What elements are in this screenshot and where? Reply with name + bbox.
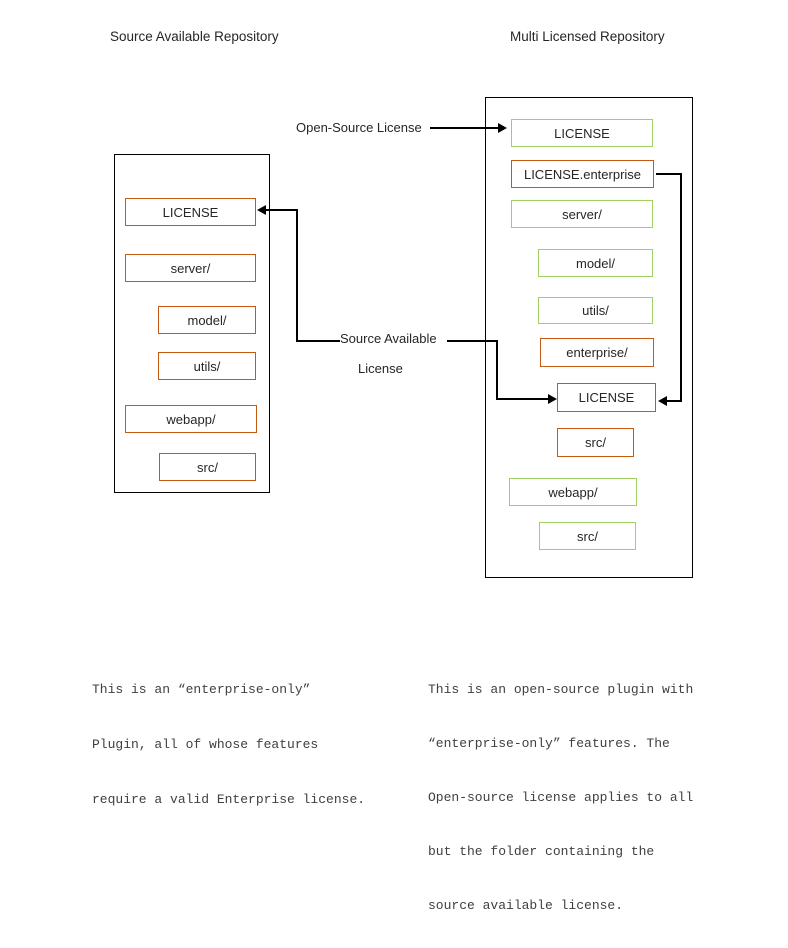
left-repo-item-webapp: webapp/: [125, 405, 257, 433]
left-repo-item-utils: utils/: [158, 352, 256, 380]
source-available-connector-seg4: [447, 340, 498, 342]
right-repo-item-server: server/: [511, 200, 653, 228]
left-note-line1: This is an “enterprise-only”: [92, 682, 311, 697]
right-repo-item-webapp: webapp/: [509, 478, 637, 506]
left-repo-item-model: model/: [158, 306, 256, 334]
open-source-connector-line: [430, 127, 498, 129]
source-available-license-label-line2: License: [358, 361, 403, 376]
enterprise-connector-seg1: [656, 173, 682, 175]
right-note-line2: “enterprise-only” features. The: [428, 736, 670, 751]
enterprise-arrowhead-icon: [658, 396, 667, 406]
right-repo-item-enterprise-license: LICENSE: [557, 383, 656, 412]
right-note-line5: source available license.: [428, 898, 624, 913]
right-repo-item-utils: utils/: [538, 297, 653, 324]
right-repo-item-license: LICENSE: [511, 119, 653, 147]
left-note-line3: require a valid Enterprise license.: [92, 792, 366, 807]
left-note-line2: Plugin, all of whose features: [92, 737, 319, 752]
source-available-arrowhead-left-icon: [257, 205, 266, 215]
source-available-connector-seg5: [496, 340, 498, 400]
open-source-license-label: Open-Source License: [293, 120, 425, 135]
enterprise-connector-seg2: [680, 173, 682, 402]
right-repo-note: [428, 648, 693, 948]
left-repo-item-license: LICENSE: [125, 198, 256, 226]
right-repo-item-enterprise-src: src/: [557, 428, 634, 457]
right-repo-item-model: model/: [538, 249, 653, 277]
right-note-line1: This is an open-source plugin with: [428, 682, 694, 697]
right-repo-item-license-enterprise: LICENSE.enterprise: [511, 160, 654, 188]
right-repo-item-enterprise: enterprise/: [540, 338, 654, 367]
left-repo-item-src: src/: [159, 453, 256, 481]
source-available-connector-seg3: [296, 340, 342, 342]
right-note-line3: Open-source license applies to all: [428, 790, 694, 805]
source-available-license-label-line1: Source Available: [340, 331, 437, 346]
right-repo-item-src: src/: [539, 522, 636, 550]
left-repo-title: Source Available Repository: [110, 29, 279, 44]
left-repo-note: [92, 647, 365, 842]
right-repo-title: Multi Licensed Repository: [510, 29, 665, 44]
source-available-connector-seg6: [496, 398, 548, 400]
open-source-arrowhead-icon: [498, 123, 507, 133]
left-repo-item-server: server/: [125, 254, 256, 282]
source-available-connector-seg1: [266, 209, 298, 211]
right-note-line4: but the folder containing the: [428, 844, 655, 859]
enterprise-connector-seg3: [667, 400, 682, 402]
source-available-arrowhead-right-icon: [548, 394, 557, 404]
source-available-connector-seg2: [296, 209, 298, 342]
